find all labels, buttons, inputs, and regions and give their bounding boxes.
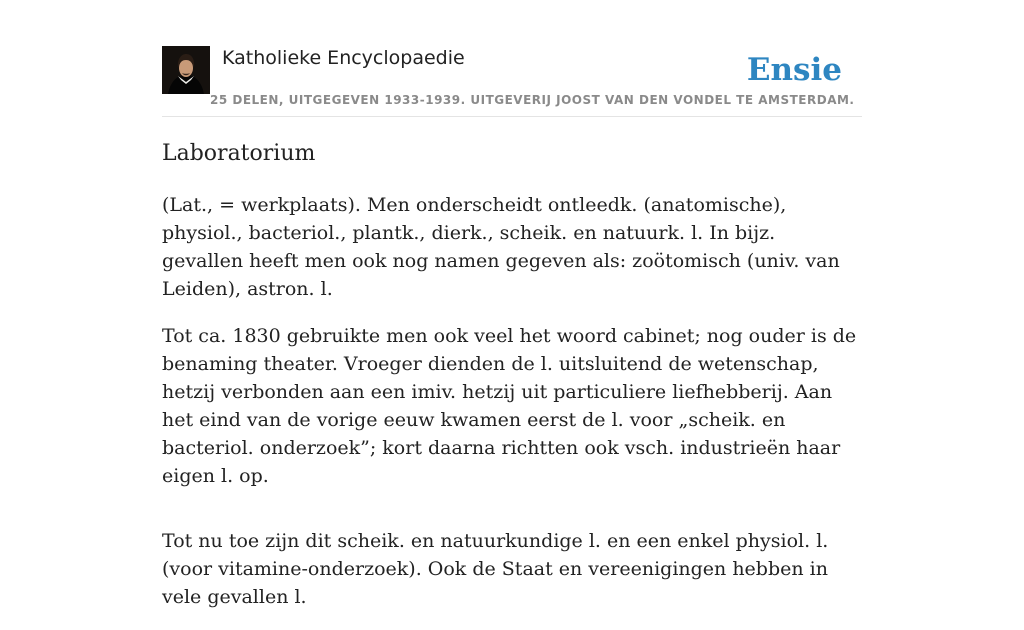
article-paragraph: Tot nu toe zijn dit scheik. en natuurkundige l. en een enkel physiol. l. (voor vitamine-onderzoek). Ook de Staat en vereenigingen hebben in vele gevallen l. — [162, 530, 829, 608]
article-paragraph: Tot ca. 1830 gebruikte men ook veel het woord cabinet; nog ouder is de benaming theater. Vroeger dienden de l. uitsluitend de wetenschap, hetzij verbonden aan een imiv. hetzij uit particuliere liefhebberij. Aan het eind van de vorige eeuw kwamen eerst de l. voor „scheik. en bacteriol. onderzoek”; kort daarna richtten ook vsch. industrieën haar eigen l. op. — [162, 325, 857, 487]
portrait-icon[interactable] — [162, 46, 210, 94]
source-meta: 25 DELEN, UITGEGEVEN 1933-1939. UITGEVERIJ JOOST VAN DEN VONDEL TE AMSTERDAM. — [210, 93, 855, 107]
source-title[interactable]: Katholieke Encyclopaedie — [222, 47, 465, 69]
article-paragraph: (Lat., = werkplaats). Men onderscheidt ontleedk. (anatomische), physiol., bacteriol., plantk., dierk., scheik. en natuurk. l. In bijz. gevallen heeft men ook nog namen gegeven als: zoötomisch (univ. van Leiden), astron. l. — [162, 194, 840, 300]
article-title: Laboratorium — [162, 141, 316, 166]
brand-logo[interactable]: Ensie — [746, 52, 842, 88]
article — [162, 138, 862, 630]
source-header — [162, 46, 862, 117]
